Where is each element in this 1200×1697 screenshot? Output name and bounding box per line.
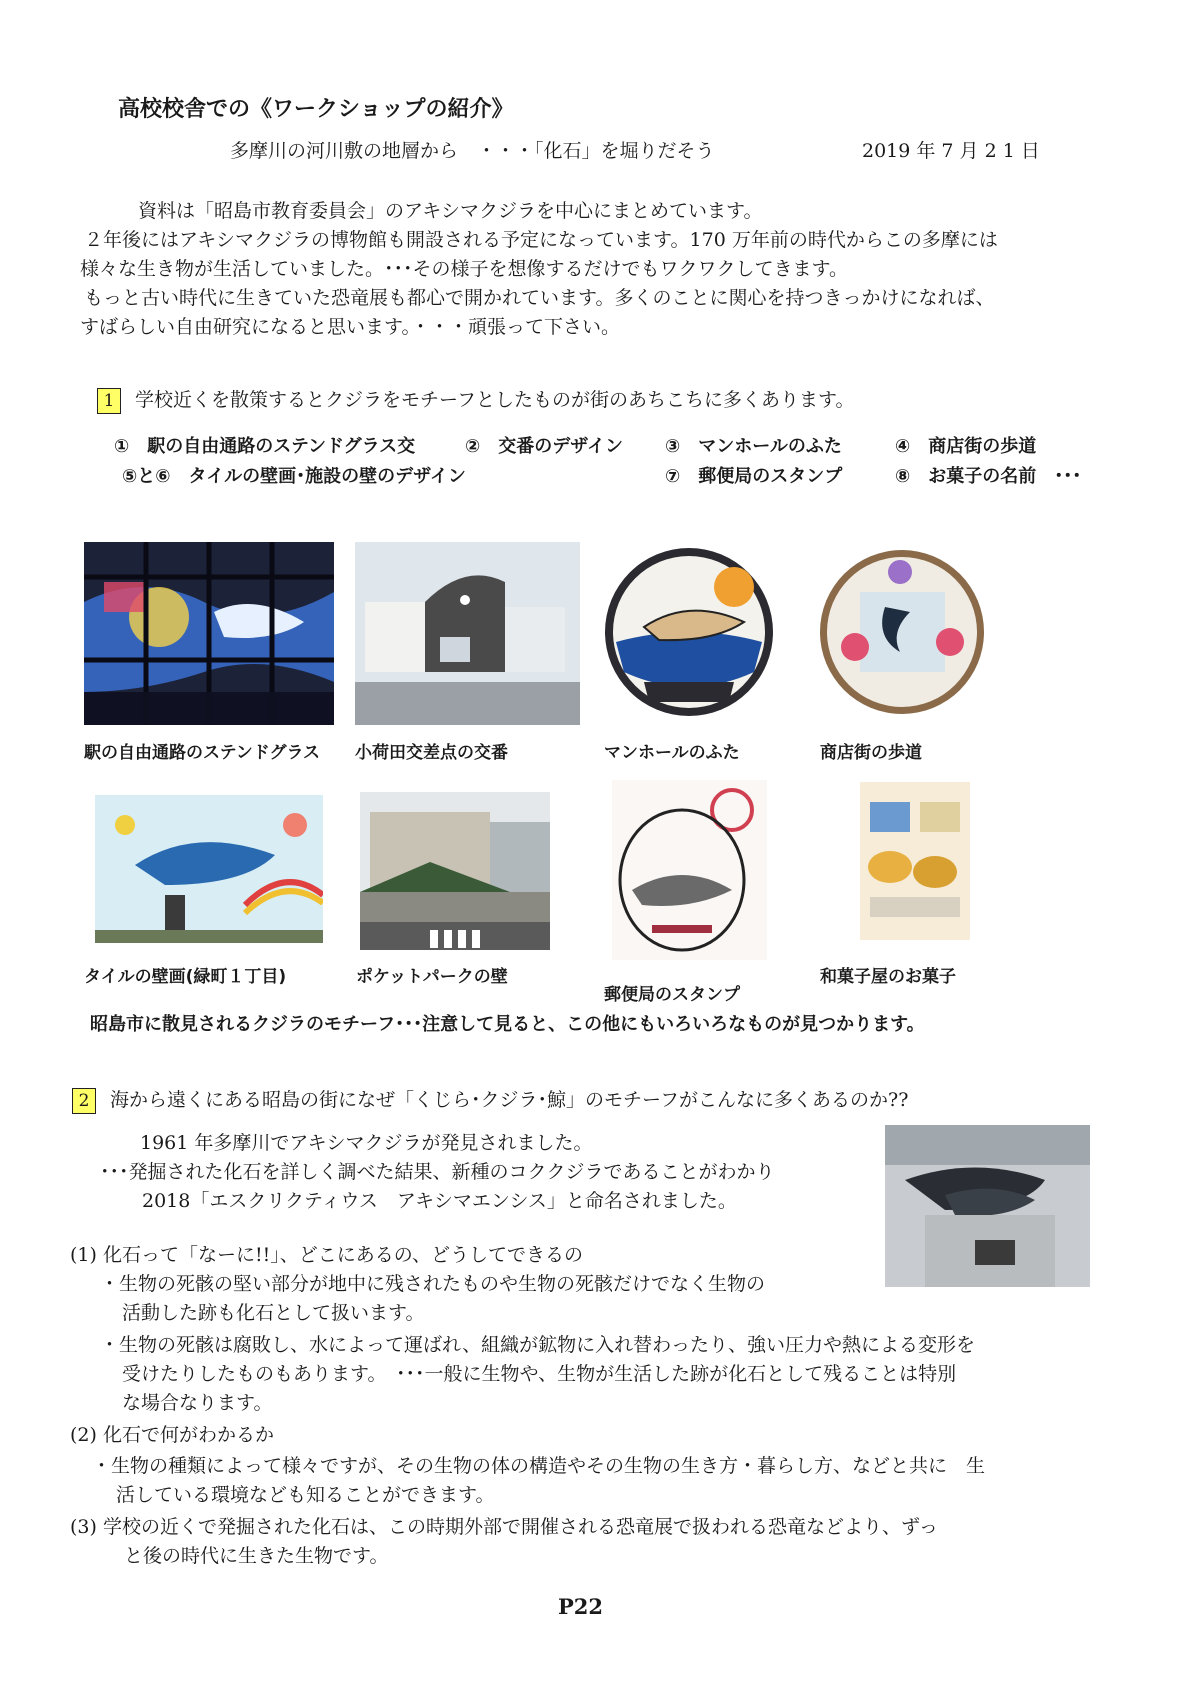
intro-line-3: 様々な生き物が生活していました。･･･その様子を想像するだけでもワクワクしてきます。	[80, 258, 848, 280]
section1-heading-text: 学校近くを散策するとクジラをモチーフとしたものが街のあちこちに多くあります。	[135, 389, 855, 411]
list-item-7: ⑦ 郵便局のスタンプ	[665, 466, 843, 487]
stained-glass-photo	[84, 542, 334, 725]
section2-line-7: (2) 化石で何がわかるか	[70, 1424, 274, 1446]
manhole-photo	[604, 542, 774, 725]
tile-mural-photo	[95, 795, 323, 943]
section2-line-8: ・生物の種類によって様々ですが、その生物の体の構造やその生物の生き方・暮らし方、などと共に 生	[92, 1455, 986, 1477]
section2-heading	[72, 1085, 908, 1114]
police-box-photo	[355, 542, 580, 725]
intro-line-2: ２年後にはアキシマクジラの博物館も開設される予定になっています。170 万年前の時代からこの多摩には	[84, 229, 998, 251]
list-item-8: ⑧ お菓子の名前 ･･･	[895, 466, 1082, 487]
caption-tile-mural: タイルの壁画(緑町１丁目)	[84, 967, 287, 987]
caption-sweets: 和菓子屋のお菓子	[820, 967, 956, 987]
caption-stamp: 郵便局のスタンプ	[604, 985, 740, 1005]
postmark-stamp-photo	[612, 780, 767, 960]
pocket-park-photo	[360, 792, 550, 950]
whale-statue-photo	[885, 1125, 1090, 1287]
section1-number: 1	[97, 388, 121, 414]
section2-para-3: 2018「エスクリクティウス アキシマエンシス」と命名されました。	[142, 1190, 737, 1212]
section2-line-1: (1) 化石って「なーに!!」、どこにあるの、どうしてできるの	[70, 1244, 583, 1266]
page-title: 高校校舎での《ワークショップの紹介》	[118, 97, 514, 122]
section1-summary: 昭島市に散見されるクジラのモチーフ･･･注意して見ると、この他にもいろいろなものが見つかります。	[90, 1014, 925, 1035]
page-date: 2019 年 7 月 2 1 日	[862, 140, 1040, 162]
page-subtitle: 多摩川の河川敷の地層から ・・・「化石」を堀りだそう	[230, 140, 715, 162]
caption-police-box: 小荷田交差点の交番	[355, 743, 508, 763]
section2-line-4: ・生物の死骸は腐敗し、水によって運ばれ、組織が鉱物に入れ替わったり、強い圧力や熱による変形を	[100, 1334, 975, 1356]
section1-heading	[97, 385, 855, 414]
section2-heading-text: 海から遠くにある昭島の街になぜ「くじら･クジラ･鯨」のモチーフがこんなに多くあるのか??	[110, 1089, 909, 1111]
page-number: P22	[558, 1594, 604, 1619]
section2-line-10: (3) 学校の近くで発掘された化石は、この時期外部で開催される恐竜展で扱われる恐竜などより、ずっ	[70, 1516, 938, 1538]
caption-manhole: マンホールのふた	[604, 743, 740, 763]
section2-line-5: 受けたりしたものもあります。 ･･･一般に生物や、生物が生活した跡が化石として残ることは特別	[122, 1363, 957, 1385]
list-item-4: ④ 商店街の歩道	[895, 436, 1037, 457]
section2-line-3: 活動した跡も化石として扱います。	[122, 1302, 425, 1324]
section2-para-2: ･･･発掘された化石を詳しく調べた結果、新種のコククジラであることがわかり	[100, 1161, 775, 1183]
caption-stained-glass: 駅の自由通路のステンドグラス	[84, 743, 320, 763]
sidewalk-tile-photo	[820, 542, 985, 725]
intro-line-5: すばらしい自由研究になると思います。・・・頑張って下さい。	[80, 316, 620, 338]
sweets-photo	[860, 782, 970, 940]
caption-pocket-park: ポケットパークの壁	[356, 967, 508, 987]
list-item-3: ③ マンホールのふた	[665, 436, 842, 457]
list-item-2: ② 交番のデザイン	[465, 436, 623, 457]
caption-sidewalk: 商店街の歩道	[820, 743, 922, 763]
section2-para-1: 1961 年多摩川でアキシマクジラが発見されました。	[140, 1132, 593, 1154]
list-item-5: ⑤と⑥ タイルの壁画･施設の壁のデザイン	[122, 466, 466, 487]
section2-line-6: な場合なります。	[122, 1392, 273, 1414]
section2-number: 2	[72, 1088, 96, 1114]
section2-line-9: 活している環境なども知ることができます。	[116, 1484, 495, 1506]
intro-line-1: 資料は「昭島市教育委員会」のアキシマクジラを中心にまとめています。	[138, 200, 763, 222]
section2-line-11: と後の時代に生きた生物です。	[124, 1545, 389, 1567]
section2-line-2: ・生物の死骸の堅い部分が地中に残されたものや生物の死骸だけでなく生物の	[100, 1273, 766, 1295]
list-item-1: ① 駅の自由通路のステンドグラス交	[114, 436, 416, 457]
intro-line-4: もっと古い時代に生きていた恐竜展も都心で開かれています。多くのことに関心を持つきっかけになれば、	[84, 287, 995, 309]
